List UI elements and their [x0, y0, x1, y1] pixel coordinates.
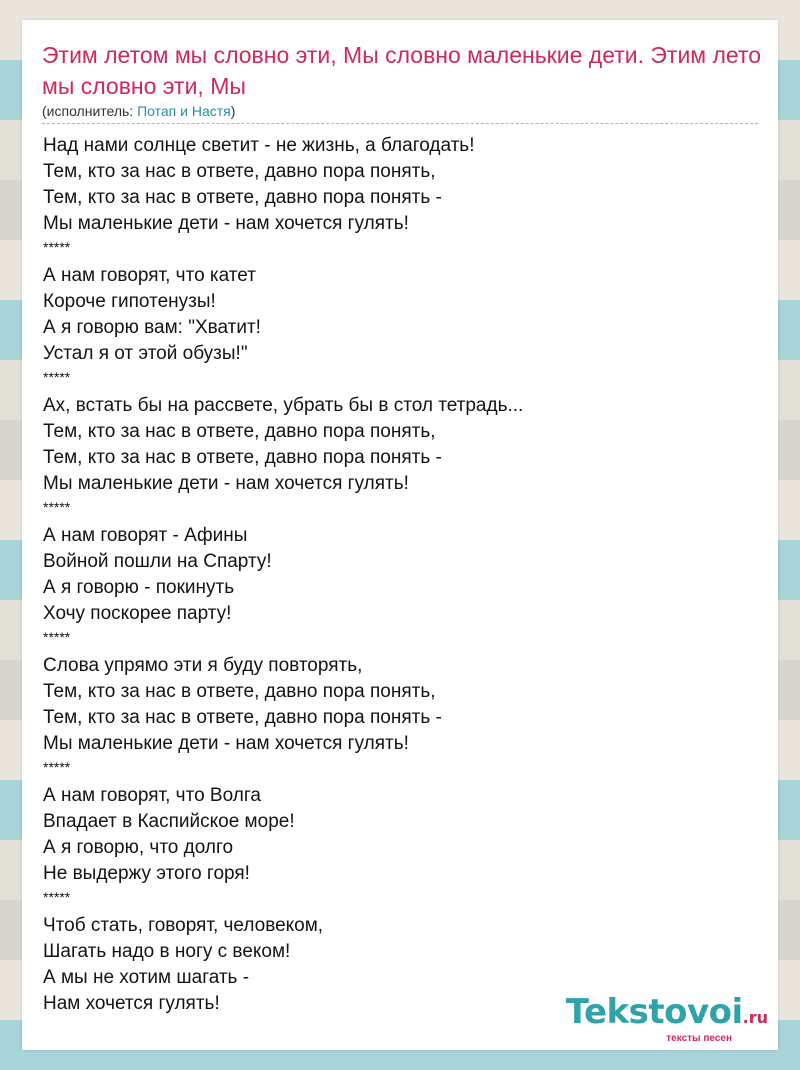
performer-line: [42, 103, 235, 119]
logo-tld: .ru: [742, 1008, 768, 1027]
lyric-line: Тем, кто за нас в ответе, давно пора понять,: [43, 421, 436, 442]
lyric-line: А я говорю вам: "Хватит!: [43, 317, 261, 338]
lyric-line: А нам говорят, что катет: [43, 265, 256, 286]
lyric-line: Мы маленькие дети - нам хочется гулять!: [43, 473, 409, 494]
lyric-line: А я говорю, что долго: [43, 837, 234, 858]
verse-separator: *****: [43, 889, 71, 905]
lyric-line: Впадает в Каспийское море!: [43, 811, 295, 832]
lyrics-card: [22, 20, 778, 1050]
lyric-line: А мы не хотим шагать -: [43, 967, 250, 988]
lyric-line: Чтоб стать, говорят, человеком,: [43, 915, 324, 936]
verse-separator: *****: [43, 239, 71, 255]
lyric-line: Тем, кто за нас в ответе, давно пора понять -: [43, 187, 442, 208]
lyric-line: Тем, кто за нас в ответе, давно пора понять -: [43, 707, 442, 728]
lyric-line: Над нами солнце светит - не жизнь, а благодать!: [43, 135, 475, 156]
logo-tagline: тексты песен: [666, 1033, 732, 1044]
lyric-line: Короче гипотенузы!: [43, 291, 216, 312]
lyric-line: А нам говорят - Афины: [43, 525, 248, 546]
song-title: Этим летом мы словно эти, Мы словно маленькие дети. Этим лето мы словно эти, Мы: [42, 42, 762, 99]
lyric-line: Шагать надо в ногу с веком!: [43, 941, 291, 962]
lyric-line: Не выдержу этого горя!: [43, 863, 250, 884]
performer-link[interactable]: Потап и Настя: [137, 103, 231, 119]
verse-separator: *****: [43, 759, 71, 775]
lyric-line: Тем, кто за нас в ответе, давно пора понять,: [43, 161, 436, 182]
lyric-line: Войной пошли на Спарту!: [43, 551, 272, 572]
lyric-line: А я говорю - покинуть: [43, 577, 235, 598]
logo-text: Tekstovoi: [565, 992, 743, 1032]
verse-separator: *****: [43, 369, 71, 385]
lyrics-body: [43, 133, 763, 1017]
lyric-line: Мы маленькие дети - нам хочется гулять!: [43, 733, 409, 754]
site-logo[interactable]: [566, 994, 768, 1044]
lyric-line: Слова упрямо эти я буду повторять,: [43, 655, 363, 676]
performer-suffix: ): [230, 103, 236, 119]
verse-separator: *****: [43, 629, 71, 645]
lyric-line: Хочу поскорее парту!: [43, 603, 232, 624]
lyric-line: А нам говорят, что Волга: [43, 785, 261, 806]
lyric-line: Устал я от этой обузы!": [43, 343, 248, 364]
lyric-line: Нам хочется гулять!: [43, 993, 220, 1014]
title-divider: [42, 123, 758, 124]
lyric-line: Тем, кто за нас в ответе, давно пора понять -: [43, 447, 442, 468]
verse-separator: *****: [43, 499, 71, 515]
performer-prefix: (исполнитель:: [42, 103, 138, 119]
lyric-line: Ах, встать бы на рассвете, убрать бы в стол тетрадь...: [43, 395, 524, 416]
lyric-line: Мы маленькие дети - нам хочется гулять!: [43, 213, 409, 234]
lyric-line: Тем, кто за нас в ответе, давно пора понять,: [43, 681, 436, 702]
